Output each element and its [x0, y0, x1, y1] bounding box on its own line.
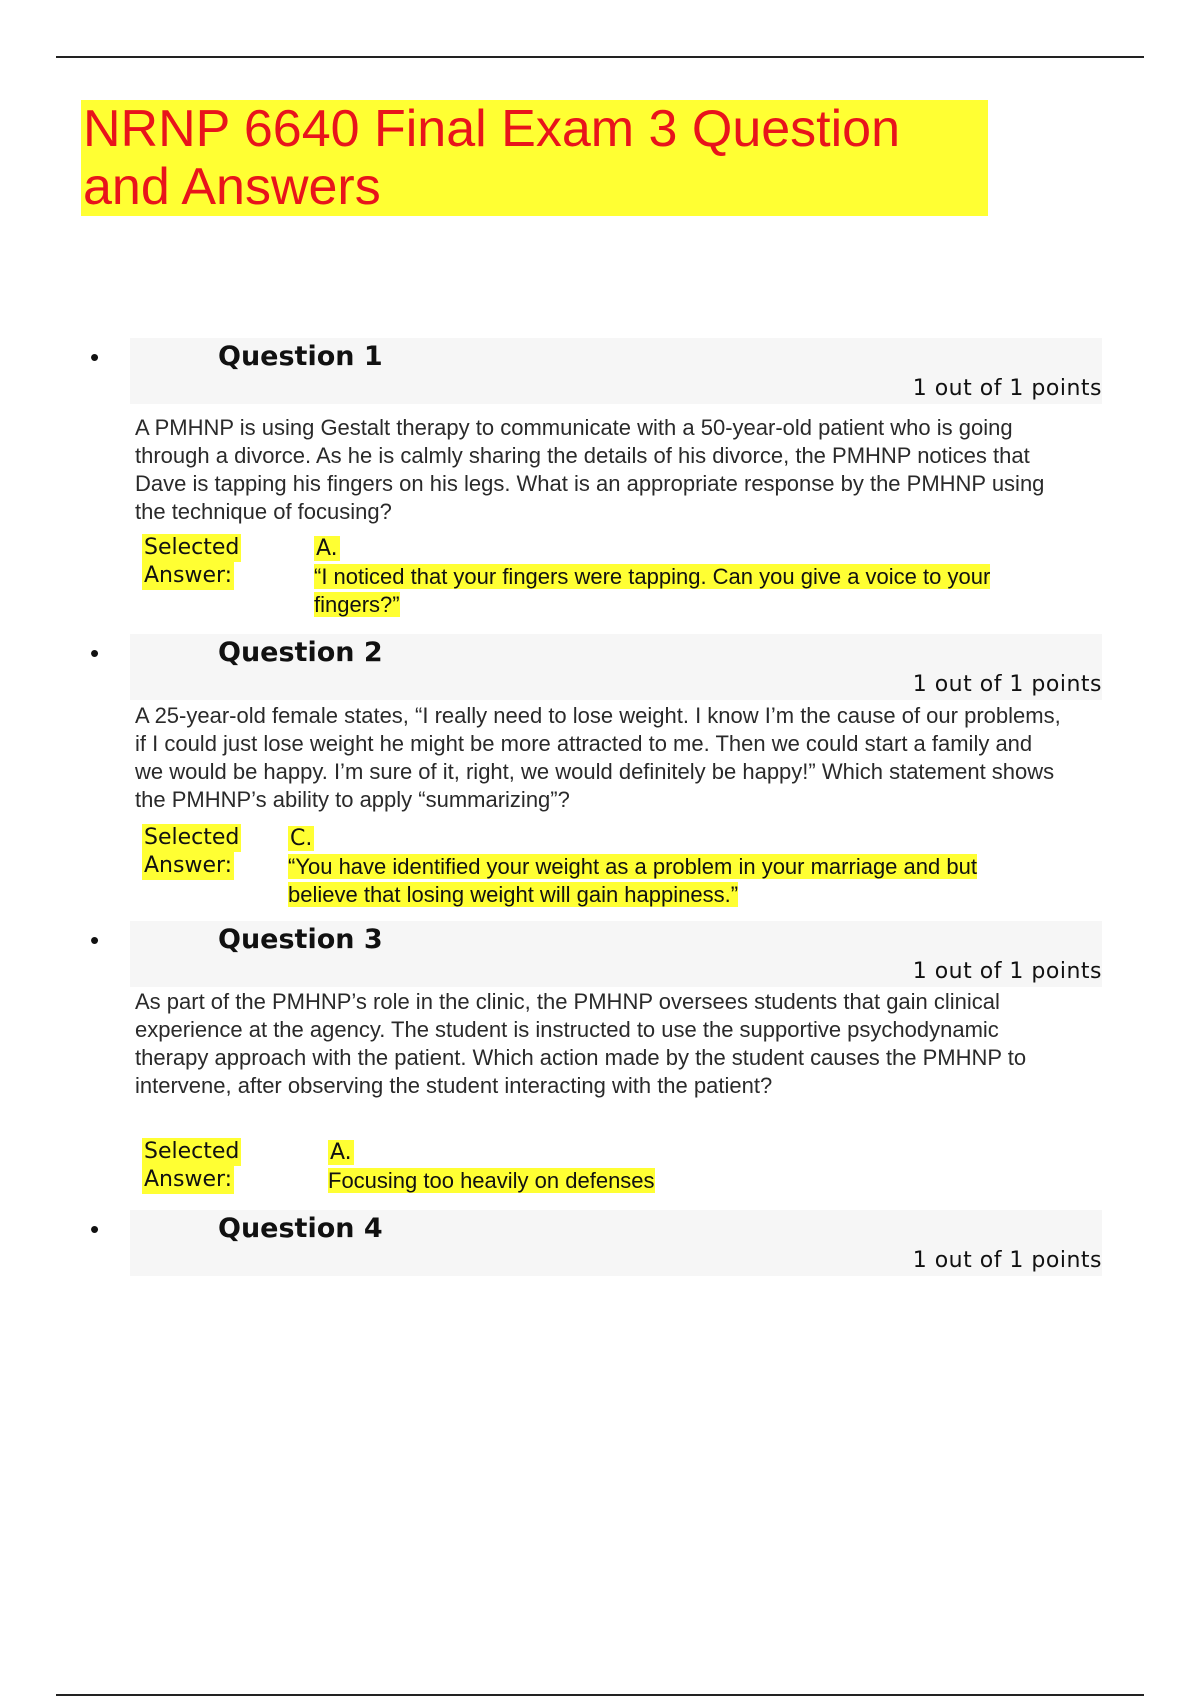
answer-letter: C.	[290, 826, 313, 851]
bullet-icon: •	[90, 1214, 100, 1244]
question-text: As part of the PMHNP’s role in the clinic, the PMHNP oversees students that gain clinical experience at the agency. The student is instructed to use the supportive psychodynamic therapy approach with the patient. Which action made by the student causes the PMHNP to intervene, after observing the student interacting with the patient?	[135, 989, 1027, 1098]
bottom-rule	[56, 1694, 1144, 1696]
answer-letter: A.	[330, 1140, 352, 1165]
bullet-icon: •	[90, 638, 100, 668]
question-header	[90, 341, 1102, 401]
question-points: 1 out of 1 points	[912, 1248, 1102, 1273]
question-title: Question 4	[218, 1213, 383, 1244]
question-points: 1 out of 1 points	[912, 672, 1102, 697]
question-points: 1 out of 1 points	[912, 376, 1102, 401]
bullet-icon: •	[90, 925, 100, 955]
answer-text: Focusing too heavily on defenses	[328, 1168, 655, 1193]
question-header	[90, 637, 1102, 697]
selected-answer-label: Selected Answer:	[144, 825, 240, 878]
answer-text: “I noticed that your fingers were tapping. Can you give a voice to your fingers?”	[314, 564, 991, 617]
selected-answer	[314, 534, 1034, 619]
question-text: A PMHNP is using Gestalt therapy to communicate with a 50-year-old patient who is going through a divorce. As he is calmly sharing the details of his divorce, the PMHNP notices that Dave is tapping his fingers on his legs. What is an appropriate response by the PMHNP using the technique of focusing?	[135, 415, 1045, 524]
question-block	[90, 1214, 1102, 1284]
question-block	[90, 638, 1102, 918]
answer-text: “You have identified your weight as a problem in your marriage and but believe that losing weight will gain happiness.”	[288, 854, 977, 907]
question-title: Question 2	[218, 637, 383, 668]
bullet-icon: •	[90, 342, 100, 372]
question-text: A 25-year-old female states, “I really need to lose weight. I know I’m the cause of our problems, if I could just lose weight he might be more attracted to me. Then we could start a family and we would be happy. I’m sure of it, right, we would definitely be happy!” Which statement shows the PMHNP’s ability to apply “summarizing”?	[135, 703, 1061, 812]
document-title: NRNP 6640 Final Exam 3 Question and Answers	[81, 100, 988, 216]
question-header	[90, 924, 1102, 984]
selected-answer-label: Selected Answer:	[144, 535, 240, 588]
selected-answer	[288, 824, 1033, 909]
top-rule	[56, 56, 1144, 58]
selected-answer	[328, 1138, 1028, 1195]
selected-answer-label: Selected Answer:	[144, 1139, 240, 1192]
question-block	[90, 342, 1102, 627]
question-title: Question 3	[218, 924, 383, 955]
question-points: 1 out of 1 points	[912, 959, 1102, 984]
answer-letter: A.	[316, 536, 338, 561]
question-block	[90, 925, 1102, 1200]
question-header	[90, 1213, 1102, 1273]
question-title: Question 1	[218, 341, 383, 372]
